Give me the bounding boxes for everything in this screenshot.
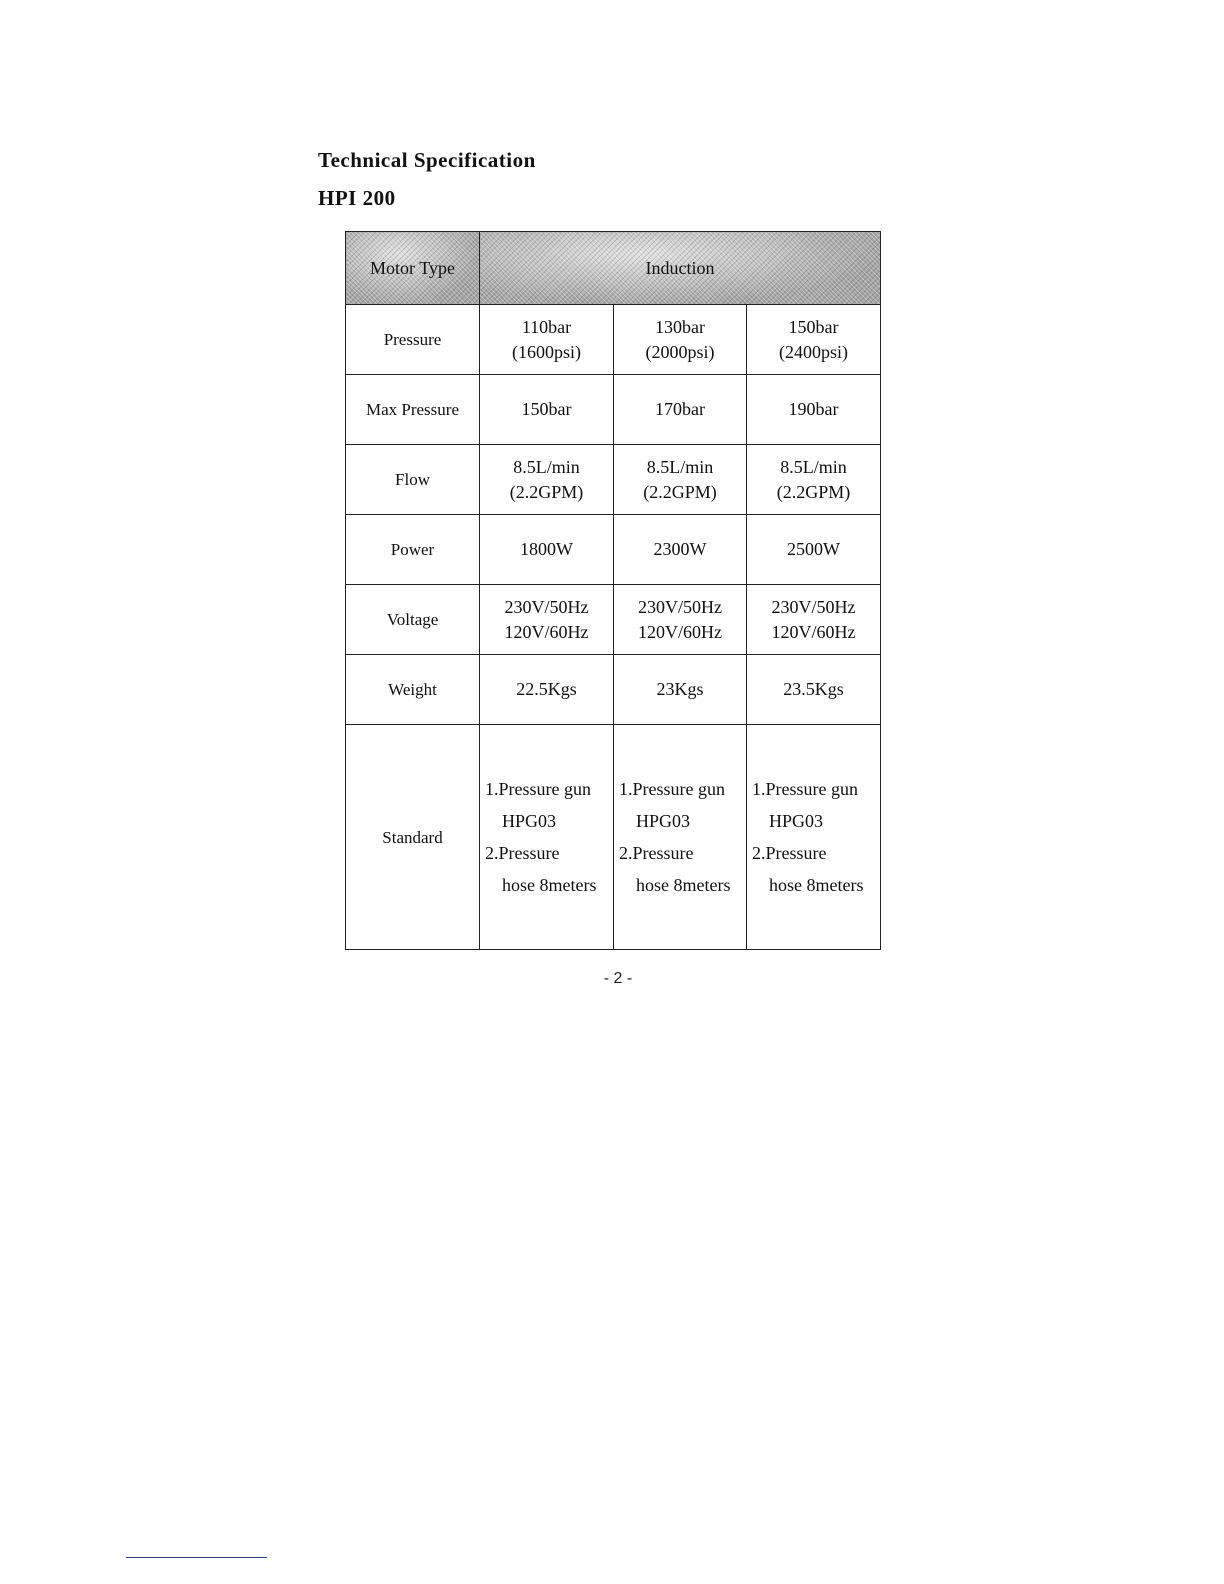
- standard-line: HPG03: [769, 811, 824, 831]
- table-cell: [747, 655, 881, 725]
- footer-rule: [126, 1557, 267, 1558]
- cell-line: 230V/50Hz: [504, 596, 589, 617]
- standard-line: hose 8meters: [769, 875, 864, 895]
- table-cell: [614, 445, 747, 515]
- cell-line: 150bar: [521, 399, 572, 419]
- cell-line: 130bar: [655, 316, 705, 337]
- cell-line: (2.2GPM): [643, 481, 717, 502]
- standard-line: 1.Pressure gun: [619, 779, 725, 799]
- cell-line: (2000psi): [645, 341, 715, 362]
- table-cell: [614, 585, 747, 655]
- standard-line: 2.Pressure: [485, 843, 560, 863]
- cell-line: (1600psi): [512, 341, 581, 362]
- cell-line: 120V/60Hz: [771, 621, 856, 642]
- cell-line: (2.2GPM): [776, 481, 851, 502]
- standard-cell: [614, 725, 747, 950]
- row-label: Voltage: [346, 585, 480, 655]
- cell-line: 170bar: [655, 399, 705, 419]
- cell-line: 23.5Kgs: [783, 679, 844, 699]
- table-cell: [747, 375, 881, 445]
- model-name: HPI 200: [318, 186, 396, 210]
- cell-line: 8.5L/min: [646, 456, 714, 477]
- table-cell: [747, 515, 881, 585]
- motor-type-label: Motor Type: [346, 232, 480, 305]
- cell-line: (2400psi): [779, 341, 848, 362]
- motor-type-value: Induction: [480, 232, 881, 305]
- table-row-standard: [346, 725, 881, 950]
- table-row: [346, 305, 881, 375]
- row-label: Max Pressure: [346, 375, 480, 445]
- table-row: [346, 585, 881, 655]
- page-number: - 2 -: [603, 970, 633, 987]
- table-cell: [480, 585, 614, 655]
- standard-line: 1.Pressure gun: [752, 779, 858, 799]
- table-row: [346, 445, 881, 515]
- spec-table: [345, 231, 881, 950]
- table-cell: [480, 305, 614, 375]
- table-cell: [480, 515, 614, 585]
- cell-line: 120V/60Hz: [504, 621, 589, 642]
- cell-line: 2300W: [653, 539, 707, 559]
- standard-line: HPG03: [636, 811, 691, 831]
- table-cell: [614, 655, 747, 725]
- standard-cell: [747, 725, 881, 950]
- table-cell: [480, 655, 614, 725]
- page-title: Technical Specification: [318, 148, 536, 172]
- row-label: Power: [346, 515, 480, 585]
- row-label: Weight: [346, 655, 480, 725]
- standard-line: HPG03: [502, 811, 557, 831]
- table-cell: [747, 445, 881, 515]
- table-header-row: [346, 232, 881, 305]
- standard-line: 2.Pressure: [619, 843, 694, 863]
- table-cell: [614, 515, 747, 585]
- cell-line: 2500W: [787, 539, 840, 559]
- cell-line: 230V/50Hz: [771, 596, 856, 617]
- cell-line: 8.5L/min: [780, 456, 847, 477]
- standard-cell: [480, 725, 614, 950]
- cell-line: 22.5Kgs: [516, 679, 577, 699]
- cell-line: 1800W: [520, 539, 573, 559]
- table-cell: [614, 305, 747, 375]
- cell-line: 110bar: [521, 316, 572, 337]
- standard-line: hose 8meters: [502, 875, 597, 895]
- cell-line: 230V/50Hz: [638, 596, 722, 617]
- row-label: Flow: [346, 445, 480, 515]
- cell-line: 23Kgs: [656, 679, 704, 699]
- spec-table-body: [346, 232, 881, 950]
- table-row: [346, 655, 881, 725]
- table-row: [346, 515, 881, 585]
- row-label: Standard: [346, 725, 480, 950]
- table-cell: [614, 375, 747, 445]
- standard-line: hose 8meters: [636, 875, 731, 895]
- cell-line: (2.2GPM): [509, 481, 584, 502]
- standard-line: 1.Pressure gun: [485, 779, 591, 799]
- table-cell: [747, 305, 881, 375]
- row-label: Pressure: [346, 305, 480, 375]
- table-cell: [480, 445, 614, 515]
- standard-line: 2.Pressure: [752, 843, 827, 863]
- table-cell: [480, 375, 614, 445]
- cell-line: 190bar: [788, 399, 839, 419]
- cell-line: 8.5L/min: [513, 456, 580, 477]
- table-row: [346, 375, 881, 445]
- table-cell: [747, 585, 881, 655]
- cell-line: 150bar: [788, 316, 839, 337]
- cell-line: 120V/60Hz: [638, 621, 722, 642]
